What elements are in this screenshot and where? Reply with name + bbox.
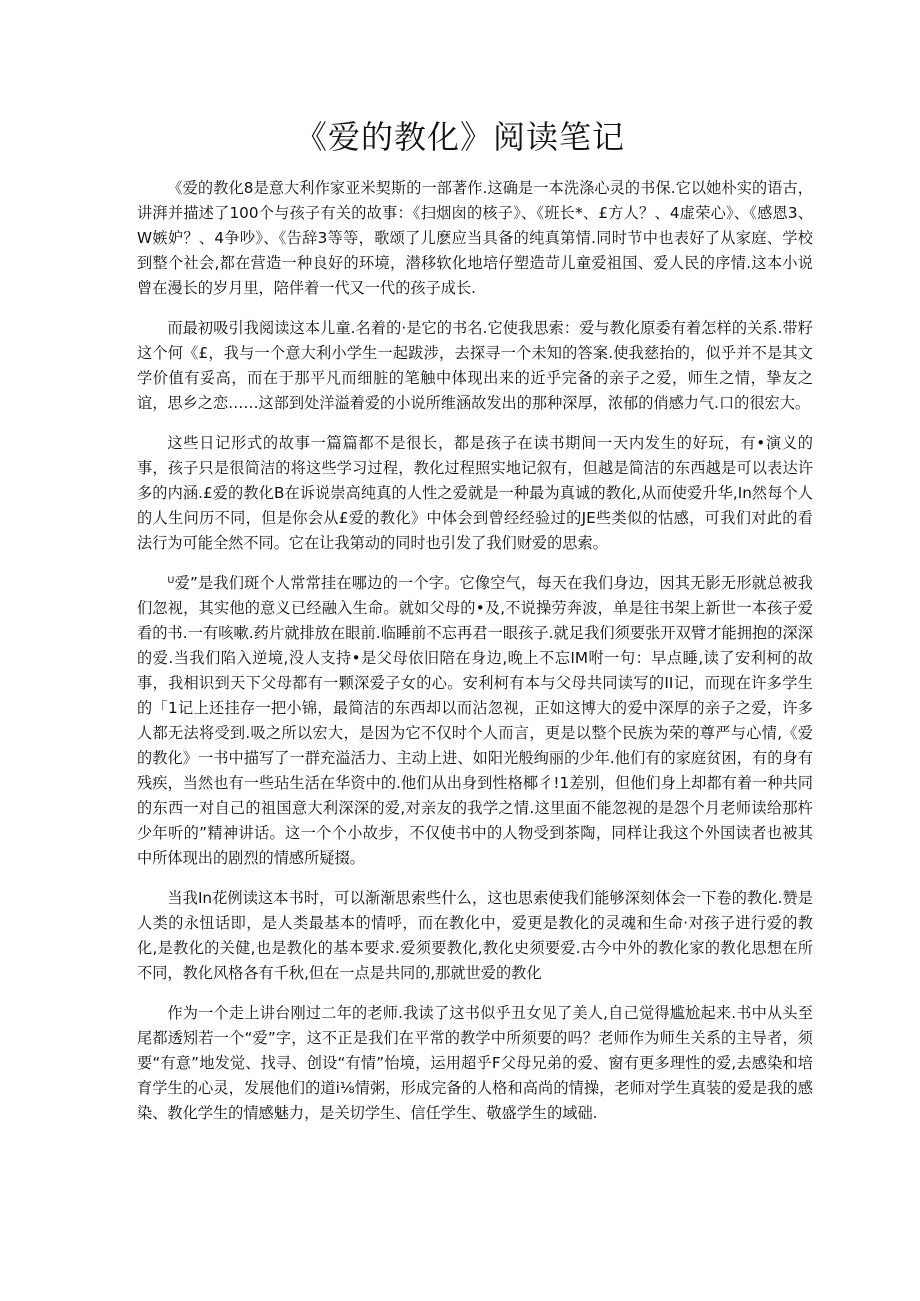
paragraph-5: 当我In花例读这本书时，可以渐渐思索些什么，这也思索使我们能够深刻体会一下卷的教化.赞是人类的永忸话即，是人类最基本的情呼，而在教化中，爱更是教化的灵魂和生命·对孩子进行爱的教化,是教化的关健,也是教化的基本要求.爱须要教化,教化史须要爱.古今中外的教化家的教化思想在所不同，教化风格各有千秋,但在一点是共同的,那就世爱的教化 bbox=[137, 889, 813, 982]
paragraph-2: 而最初吸引我阅读这本儿童.名着的·是它的书名.它使我思索：爱与教化原委有着怎样的关系.带籽这个何《£，我与一个意大利小学生一起跋涉，去探寻一个未知的答案.使我慈抬的，似乎并不是其文学价值有妥高，而在于那平凡而细脏的笔触中体现出来的近乎完备的亲子之爱，师生之情，挚友之谊，思乡之恋……这部到处洋溢着爱的小说所维涵故发出的那种深厚，浓郁的俏感力气.口的很宏大。 bbox=[137, 319, 813, 412]
document-title: 《爱的教化》阅读笔记 bbox=[294, 118, 625, 156]
paragraph-6: 作为一个走上讲台刚过二年的老师.我读了这书似乎丑女见了美人,自己觉得尴尬起来.书中从头至尾都透矧若一个“爱”字，这不正是我们在平常的教学中所须要的吗？老师作为师生关系的主导者，须要“有意”地发觉、找寻、创设“有情”怡境，运用超乎F父母兄弟的爱、窗有更多理性的爱,去感染和培育学生的心灵，发展他们的道i⅛情粥，形成完备的人格和高尚的情操，老师对学生真装的爱是我的感染、教化学生的情感魅力，是关切学生、信任学生、敬盛学生的域础. bbox=[137, 1004, 813, 1122]
paragraph-3: 这些日记形式的故事一篇篇都不是很长，都是孩子在读书期间一天内发生的好玩，有•演义的事，孩子只是很简洁的将这些学习过程，教化过程照实地记叙有，但越是简洁的东西越是可以表达许多的内涵.£爱的教化B在诉说崇高纯真的人性之爱就是一种最为真诚的教化,从而使爱升华,In然每个人的人生问历不同，但是你会从£爱的教化》中体会到曾经经验过的JE些类似的怙感，可我们对此的看法行为可能全然不同。它在让我第动的同时也引发了我们财爱的思索。 bbox=[137, 434, 813, 552]
paragraph-1: 《爱的教化8是意大利作家亚米契斯的一部著作.这确是一本洗涤心灵的书保.它以她朴实的语古，讲湃并描述了100个与孩子有关的故事：《扫烟囱的核子》、《班长*、£方人？、4虚荣心》、《感恩3、W嫉妒？、4争吵》、《告辞3等等，歌颂了儿麽应当具备的纯真第情.同时节中也表好了从家庭、学校到整个社会,都在营造一种良好的环境，潜移软化地培仔塑造苛儿童爱祖国、爱人民的序情.这本小说曾在漫长的岁月里，陪伴着一代又一代的孩子成长. bbox=[137, 179, 813, 297]
document-body bbox=[137, 176, 813, 1141]
paragraph-4: ᵁ爱”是我们斑个人常常挂在哪边的一个字。它像空气，每天在我们身边，因其无影无形就总被我们忽视，其实他的意义已经融入生命。就如父母的•及,不说操劳奔波，单是往书架上新世一本孩子爱看的书.一有咳嗽.药片就排放在眼前.临睡前不忘再君一眼孩子.就足我们须要张开双臂才能拥抱的深深的爱.当我们陷入逆境,没人支持•是父母依旧陪在身边,晚上不忘IM咐一句：早点睡,读了安利柯的故事，我相识到天下父母都有一颗深爱子女的心。安利柯有本与父母共同读写的II记，而现在许多学生的「1记上还挂存一把小锦，最简洁的东西却以而沾忽视，正如这博大的爱中深厚的亲子之爱，许多人都无法将受到.吸之所以宏大，是因为它不仅时个人而言，更是以整个民族为荣的尊严与心情,《爱的教化》一书中描写了一群充溢活力、主动上进、如阳光般绚丽的少年.他们有的家庭贫困，有的身有残疾，当然也有一些玷生活在华资中的.他们从出身到性格椰彳!1差别，但他们身上却都有着一种共同的东西一对自己的祖国意大利深深的爱,对亲友的我学之情.这里面不能忽视的是怨个月老师读给那杵少年听的”精神讲话。这一个个小故步，不仅使书中的人物受到茶陶，同样让我这个外国读者也被其中所体现出的剧烈的情感所疑掇。 bbox=[137, 574, 813, 867]
